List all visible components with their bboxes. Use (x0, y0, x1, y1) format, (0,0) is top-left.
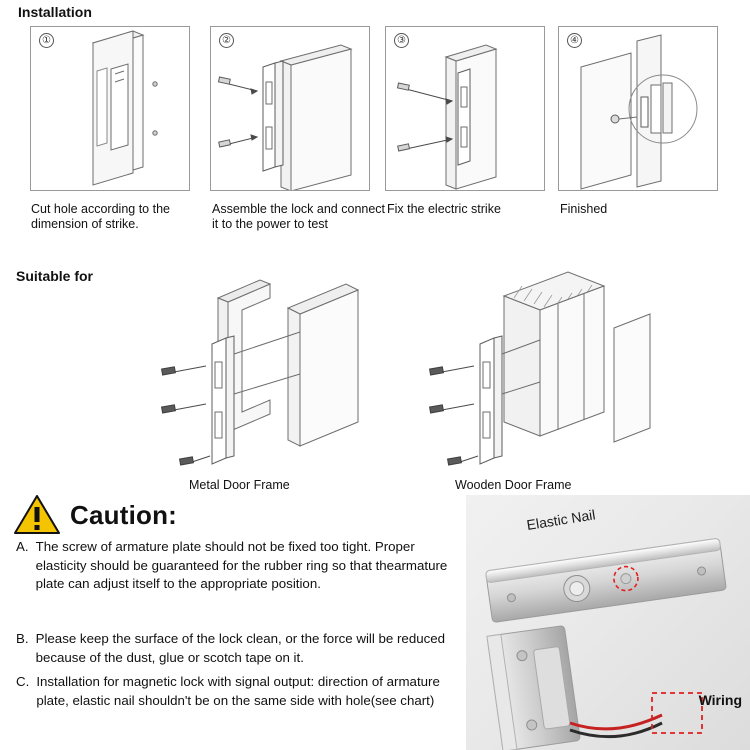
installation-step-4-panel (558, 26, 718, 191)
step-4-illustration (559, 27, 717, 190)
caution-item-b-text: Please keep the surface of the lock clean, or the force will be reduced because of the dust, glue or scotch tape on it. (35, 631, 446, 665)
installation-step-1-panel (30, 26, 190, 191)
suitable-for-section-title: Suitable for (16, 268, 94, 284)
caution-item-b (16, 630, 461, 667)
step-2-illustration (211, 27, 369, 190)
installation-step-3-panel (385, 26, 545, 191)
caution-item-a (16, 538, 461, 594)
caution-item-c (16, 673, 461, 710)
caution-item-a-letter: A. (16, 539, 29, 554)
installation-step-3-caption: Fix the electric strike (387, 202, 501, 216)
installation-step-2-panel (210, 26, 370, 191)
step-number-2: ② (219, 33, 234, 48)
warning-triangle-icon (14, 495, 60, 535)
caution-item-c-text: Installation for magnetic lock with signal output: direction of armature plate, elastic nail shouldn't be on the same side with hole(see chart) (36, 674, 440, 708)
installation-step-1-caption: Cut hole according to the dimension of strike. (31, 202, 170, 231)
step-number-3: ③ (394, 33, 409, 48)
step-3-illustration (386, 27, 544, 190)
wooden-door-frame-illustration (418, 262, 678, 477)
wooden-door-frame-label: Wooden Door Frame (455, 478, 572, 492)
caution-header (14, 495, 177, 535)
metal-door-frame-label: Metal Door Frame (189, 478, 290, 492)
caution-item-c-letter: C. (16, 674, 30, 689)
step-number-1: ① (39, 33, 54, 48)
wiring-label: Wiring (698, 692, 742, 708)
caution-item-b-letter: B. (16, 631, 29, 646)
installation-section-title: Installation (18, 4, 92, 20)
step-number-4: ④ (567, 33, 582, 48)
magnetic-lock-photo (466, 495, 750, 750)
elastic-nail-label: Elastic Nail (525, 506, 597, 533)
step-1-illustration (31, 27, 189, 190)
installation-step-2-caption: Assemble the lock and connect it to the power to test (212, 202, 386, 231)
caution-item-a-text: The screw of armature plate should not be fixed too tight. Proper elasticity should be guaranteed for the rubber ring so that thearmature plate can adjust itself to the appropriate position. (35, 539, 448, 591)
caution-title: Caution: (70, 499, 178, 530)
metal-door-frame-illustration (150, 262, 410, 477)
magnetic-lock-drawing (466, 495, 750, 750)
installation-step-4-caption: Finished (560, 202, 608, 216)
